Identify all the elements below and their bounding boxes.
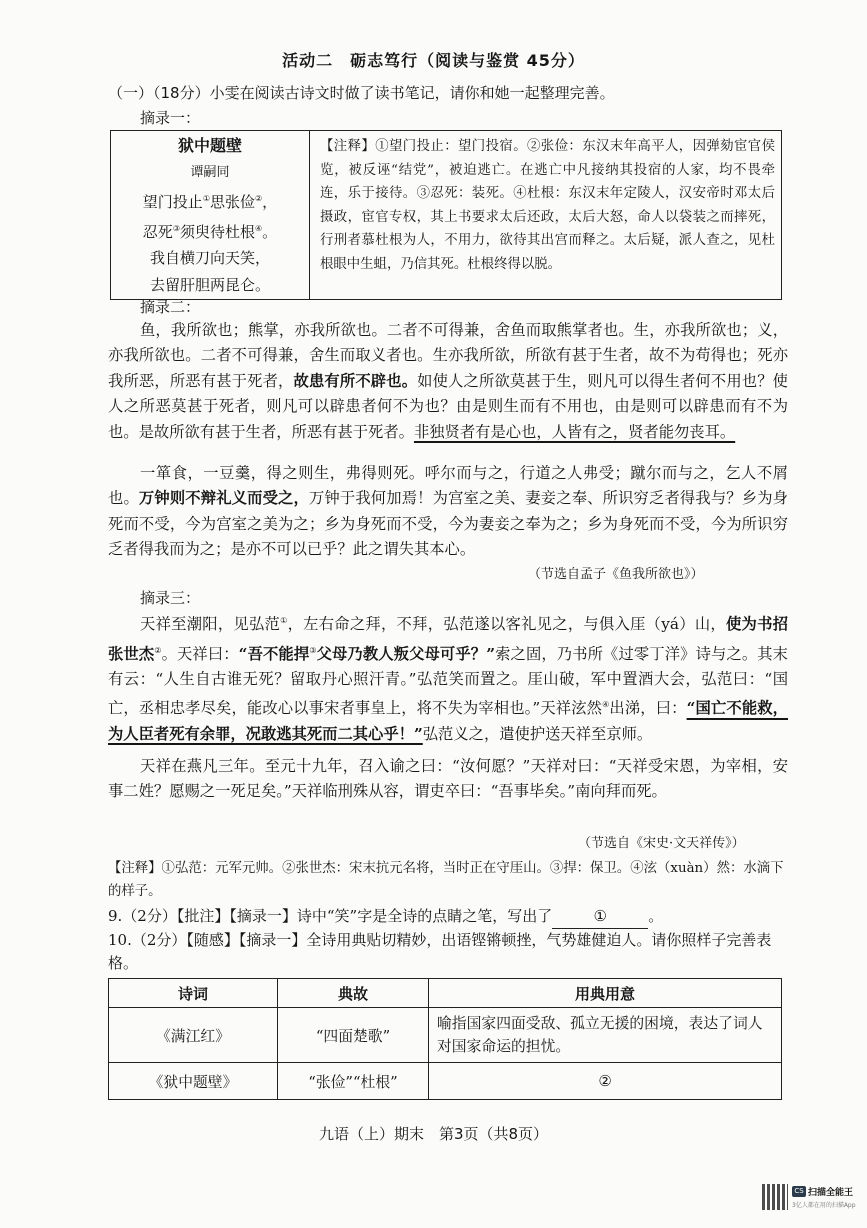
poem-line-3: 我自横刀向天笑， (149, 249, 270, 267)
poem-author: 谭嗣同 (190, 164, 230, 180)
excerpt3-note: 【注释】①弘范：元军元帅。②张世杰：宋末抗元名将，当时正在守厓山。③捍：保卫。④泫（xuàn）然：水滴下的样子。 (108, 861, 784, 899)
underlined-quote: “国亡不能救，为人臣者死有余罪，况敢逃其死而二其心乎！” (108, 699, 788, 743)
poem-line-4: 去留肝胆两昆仑。 (149, 275, 270, 294)
excerpt3-paragraph-1: 天祥至潮阳，见弘范①，左右命之拜，不拜，弘范遂以客礼见之，与俱入厓（yá）山，使为书招张世杰②。天祥曰：“吾不能捍③父母乃教人叛父母可乎？”索之固，乃书所《过零丁洋》诗与之。其末有云：“人生自古谁无死？留取丹心照汗青。”弘范笑而置之。厓山破，军中置酒大会，弘范曰：“国亡，丞相忠孝尽矣，能改心以事宋者事皇上，将不失为宰相也。”天祥泫然④出涕，曰：“国亡不能救，为人臣者死有余罪，况敢逃其死而二其心乎！”弘范义之，遣使护送天祥至京师。 (108, 615, 788, 743)
poem-note: 【注释】①望门投止：望门投宿。②张俭：东汉末年高平人，因弹劾宦官侯览，被反诬“结党”，被迫逃亡。在逃亡中凡接纳其投宿的人家，均不畏牵连，乐于接待。③忍死：装死。④杜根：东汉末年定陵人，汉安帝时邓太后摄政，宦官专权，其上书要求太后还政，太后大怒，命人以袋装之而摔死，行刑者慕杜根为人，不用力，欲待其出宫而释之。太后疑，派人查之，见杜根眼中生蛆，乃信其死。杜根终得以脱。 (310, 131, 782, 300)
cell-purpose: 喻指国家四面受敌、孤立无援的困境，表达了词人对国家命运的担忧。 (429, 1008, 782, 1063)
cell-allusion: “张俭”“杜根” (278, 1063, 429, 1100)
excerpt1-label: 摘录一： (140, 109, 201, 127)
excerpt3-source: （节选自《宋史·文天祥传》） (578, 836, 745, 851)
page-footer: 九语（上）期末 第3页（共8页） (318, 1125, 549, 1143)
poem-table (110, 130, 782, 300)
underlined-sentence: 非独贤者有是心也，人皆有之，贤者能勿丧耳。 (413, 422, 736, 441)
scanner-watermark: 扫描全能王 (808, 1188, 854, 1198)
col-header-purpose: 用典用意 (429, 979, 782, 1008)
answer-blank-1[interactable]: ① (552, 905, 648, 929)
col-header-poem: 诗词 (109, 979, 278, 1008)
excerpt3-label: 摘录三： (140, 589, 201, 607)
intro-text: （一）（18分）小雯在阅读古诗文时做了读书笔记，请你和她一起整理完善。 (108, 84, 615, 102)
poem-line-2: 忍死③须臾待杜根④。 (142, 222, 278, 241)
qr-code-icon (762, 1184, 788, 1210)
cell-poem: 《满江红》 (109, 1008, 278, 1063)
scanner-logo-icon: CS (792, 1186, 806, 1197)
excerpt3-paragraph-2: 天祥在燕凡三年。至元十九年，召入谕之曰：“汝何愿？”天祥对曰：“天祥受宋恩，为宰相，安事二姓？愿赐之一死足矣。”天祥临刑殊从容，谓吏卒曰：“吾事毕矣。”南向拜而死。 (108, 757, 788, 801)
cell-poem: 《狱中题壁》 (109, 1063, 278, 1100)
section-heading: 活动二 砺志笃行（阅读与鉴赏 45分） (282, 51, 585, 70)
poem-title: 狱中题壁 (177, 136, 242, 155)
question-9: 9.（2分）【批注】【摘录一】诗中“笑”字是全诗的点睛之笔，写出了 ① 。 (108, 905, 788, 929)
poem-cell (111, 131, 310, 300)
table-row (109, 1063, 782, 1100)
allusion-table (108, 978, 782, 1100)
table-row (109, 1008, 782, 1063)
cell-allusion: “四面楚歌” (278, 1008, 429, 1063)
excerpt2-label: 摘录二： (140, 298, 201, 316)
question-10: 10.（2分）【随感】【摘录一】全诗用典贴切精妙，出语铿锵顿挫，气势雄健迫人。请你照样子完善表格。 (108, 931, 772, 972)
excerpt2-source: （节选自孟子《鱼我所欲也》） (528, 567, 704, 582)
excerpt2-paragraph-2: 一箪食，一豆羹，得之则生，弗得则死。呼尔而与之，行道之人弗受；蹴尔而与之，乞人不屑也。万钟则不辩礼义而受之，万钟于我何加焉！为宫室之美、妻妾之奉、所识穷乏者得我与？乡为身死而不受，今为宫室之美为之；乡为身死而不受，今为妻妾之奉为之；乡为身死而不受，今为所识穷乏者得我而为之；是亦不可以已乎？此之谓失其本心。 (108, 464, 788, 559)
col-header-allusion: 典故 (278, 979, 429, 1008)
poem-line-1: 望门投止①思张俭②， (142, 193, 278, 211)
answer-blank-2[interactable]: ② (429, 1063, 782, 1100)
excerpt2-paragraph-1: 鱼，我所欲也；熊掌，亦我所欲也。二者不可得兼，舍鱼而取熊掌者也。生，亦我所欲也；义，亦我所欲也。二者不可得兼，舍生而取义者也。生亦我所欲，所欲有甚于生者，故不为苟得也；死亦我所恶，所恶有甚于死者，故患有所不辟也。如使人之所欲莫甚于生，则凡可以得生者何不用也？使人之所恶莫甚于死者，则凡可以辟患者何不为也？由是则生而有不用也，由是则可以辟患而有不为也。是故所欲有甚于生者，所恶有甚于死者。非独贤者有是心也，人皆有之，贤者能勿丧耳。 (108, 321, 788, 441)
scanner-subtitle: 3亿人都在用的扫描App (792, 1202, 856, 1209)
